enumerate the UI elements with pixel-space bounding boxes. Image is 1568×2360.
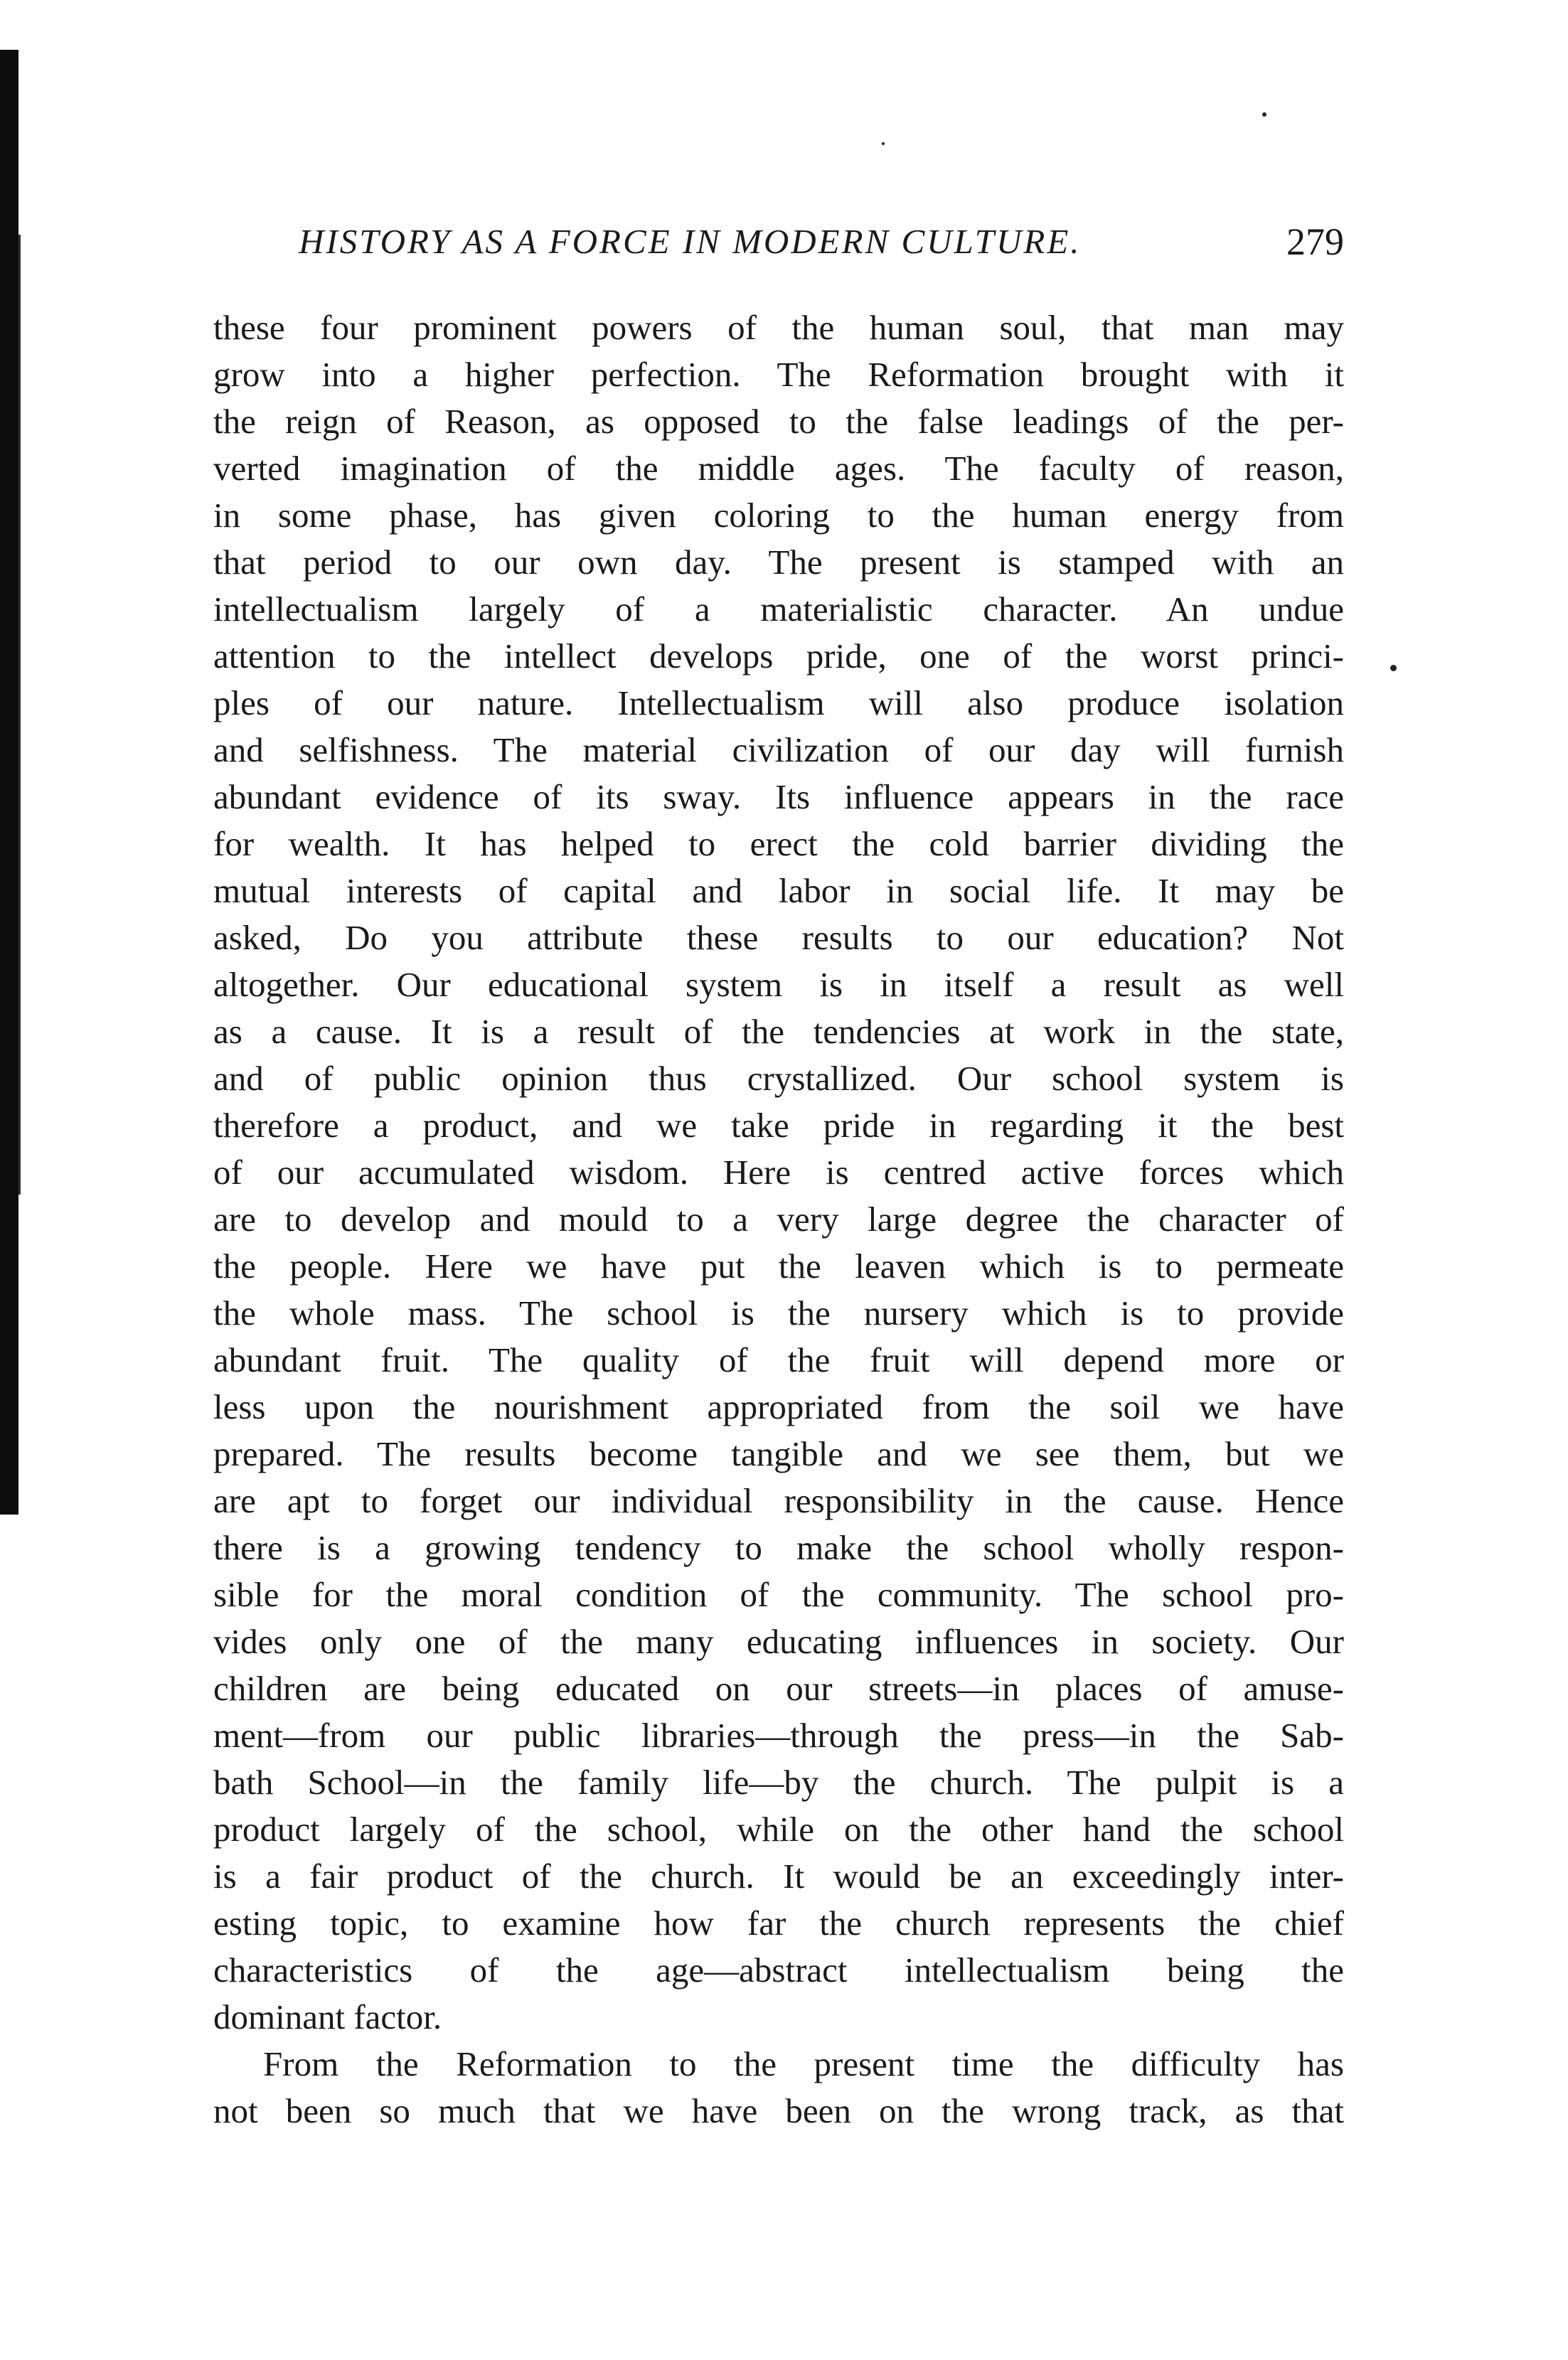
text-line: bath School—in the family life—by the church. The pulpit is a: [213, 1763, 1344, 1802]
text-line: sible for the moral condition of the community. The school pro-: [213, 1575, 1344, 1614]
text-line: for wealth. It has helped to erect the cold barrier dividing the: [213, 824, 1344, 863]
text-line: attention to the intellect develops pride, one of the worst princi-: [213, 636, 1344, 676]
running-head: [299, 213, 1344, 270]
scan-speck: [1390, 665, 1397, 671]
text-line: and selfishness. The material civilization of our day will furnish: [213, 730, 1344, 769]
text-line: esting topic, to examine how far the church represents the chief: [213, 1904, 1344, 1943]
text-line: product largely of the school, while on the other hand the school: [213, 1810, 1344, 1849]
text-line: prepared. The results become tangible and we see them, but we: [213, 1434, 1344, 1473]
text-line: verted imagination of the middle ages. The faculty of reason,: [213, 449, 1344, 488]
text-line: as a cause. It is a result of the tendencies at work in the state,: [213, 1012, 1344, 1051]
text-line: vides only one of the many educating influences in society. Our: [213, 1622, 1344, 1661]
text-line: ples of our nature. Intellectualism will also produce isolation: [213, 683, 1344, 722]
body-text: [213, 304, 1344, 2135]
text-line: not been so much that we have been on the wrong track, as that: [213, 2091, 1344, 2130]
text-line: of our accumulated wisdom. Here is centred active forces which: [213, 1153, 1344, 1192]
scan-speck: [1262, 112, 1266, 117]
text-line: the whole mass. The school is the nursery which is to provide: [213, 1293, 1344, 1333]
text-line: From the Reformation to the present time the difficulty has: [263, 2044, 1344, 2083]
scan-binding-shadow: [18, 235, 21, 1195]
text-line: the reign of Reason, as opposed to the false leadings of the per-: [213, 402, 1344, 441]
text-line: therefore a product, and we take pride in regarding it the best: [213, 1106, 1344, 1145]
text-line: these four prominent powers of the human soul, that man may: [213, 308, 1344, 347]
page-number: 279: [1286, 220, 1344, 263]
text-line: abundant fruit. The quality of the fruit will depend more or: [213, 1340, 1344, 1379]
text-line: less upon the nourishment appropriated from the soil we have: [213, 1387, 1344, 1426]
text-line: children are being educated on our streets—in places of amuse-: [213, 1669, 1344, 1708]
text-line: intellectualism largely of a materialistic character. An undue: [213, 589, 1344, 629]
scan-binding-edge: [0, 50, 18, 1515]
text-line: that period to our own day. The present is stamped with an: [213, 543, 1344, 582]
text-line: and of public opinion thus crystallized. Our school system is: [213, 1059, 1344, 1098]
text-line: grow into a higher perfection. The Reformation brought with it: [213, 355, 1344, 394]
text-line: is a fair product of the church. It would be an exceedingly inter-: [213, 1857, 1344, 1896]
text-line: characteristics of the age—abstract intellectualism being the: [213, 1950, 1344, 1990]
text-line: altogether. Our educational system is in itself a result as well: [213, 965, 1344, 1004]
text-line: there is a growing tendency to make the school wholly respon-: [213, 1528, 1344, 1567]
text-line: asked, Do you attribute these results to our education? Not: [213, 918, 1344, 957]
text-line: dominant factor.: [213, 1997, 442, 2036]
text-line: abundant evidence of its sway. Its influence appears in the race: [213, 777, 1344, 816]
running-title: HISTORY AS A FORCE IN MODERN CULTURE.: [299, 222, 1082, 261]
text-line: are apt to forget our individual responsibility in the cause. Hence: [213, 1481, 1344, 1520]
text-line: ment—from our public libraries—through the press—in the Sab-: [213, 1716, 1344, 1755]
text-line: mutual interests of capital and labor in social life. It may be: [213, 871, 1344, 910]
text-line: in some phase, has given coloring to the human energy from: [213, 496, 1344, 535]
text-line: are to develop and mould to a very large degree the character of: [213, 1200, 1344, 1239]
text-line: the people. Here we have put the leaven which is to permeate: [213, 1246, 1344, 1286]
scan-speck: [882, 142, 885, 145]
